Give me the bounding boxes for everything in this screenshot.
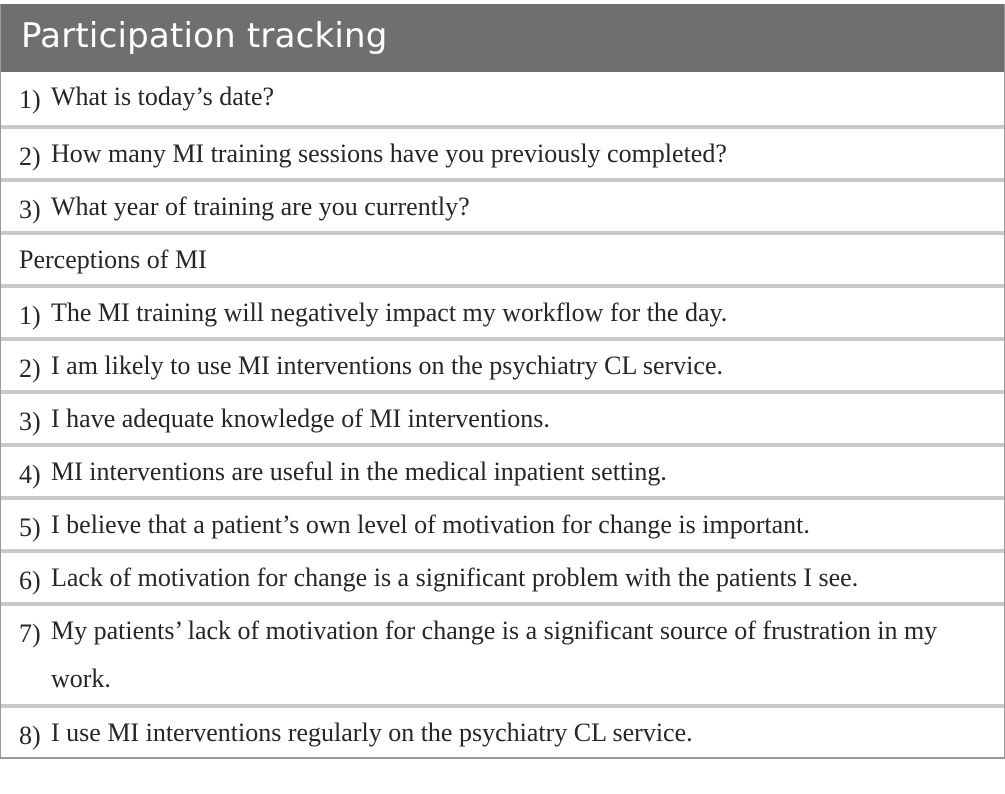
table-row [1,704,1004,757]
row-number: 2) [19,142,41,171]
row-text: The MI training will negatively impact my workflow for the day. [51,298,728,327]
row-text: Lack of motivation for change is a significant problem with the patients I see. [51,563,859,592]
row-number: 3) [19,407,41,436]
table-row [1,178,1004,231]
row-number: 8) [19,721,41,750]
row-text: What is today’s date? [51,82,275,111]
section-heading-row [1,231,1004,284]
table-row [1,337,1004,390]
row-number: 1) [19,85,41,114]
row-number: 7) [19,619,41,648]
row-text: MI interventions are useful in the medical inpatient setting. [51,457,667,486]
table-title: Participation tracking [1,4,1004,72]
table-row [1,549,1004,602]
row-text: I use MI interventions regularly on the psychiatry CL service. [51,718,693,747]
questionnaire-table [0,4,1005,759]
row-number: 6) [19,566,41,595]
table-row [1,125,1004,178]
row-text: I have adequate knowledge of MI interventions. [51,404,550,433]
row-number: 2) [19,354,41,383]
table-row [1,443,1004,496]
table-row [1,72,1004,125]
row-text: I am likely to use MI interventions on the psychiatry CL service. [51,351,723,380]
row-number: 4) [19,460,41,489]
section-heading: Perceptions of MI [19,245,207,274]
row-text: What year of training are you currently? [51,192,470,221]
table-row [1,390,1004,443]
row-text: I believe that a patient’s own level of motivation for change is important. [51,510,810,539]
row-number: 3) [19,195,41,224]
row-text: My patients’ lack of motivation for change is a significant source of frustration in my work. [51,616,938,693]
table-row [1,496,1004,549]
table-row [1,602,1004,704]
row-text: How many MI training sessions have you previously completed? [51,139,727,168]
table-row [1,284,1004,337]
row-number: 5) [19,513,41,542]
row-number: 1) [19,301,41,330]
